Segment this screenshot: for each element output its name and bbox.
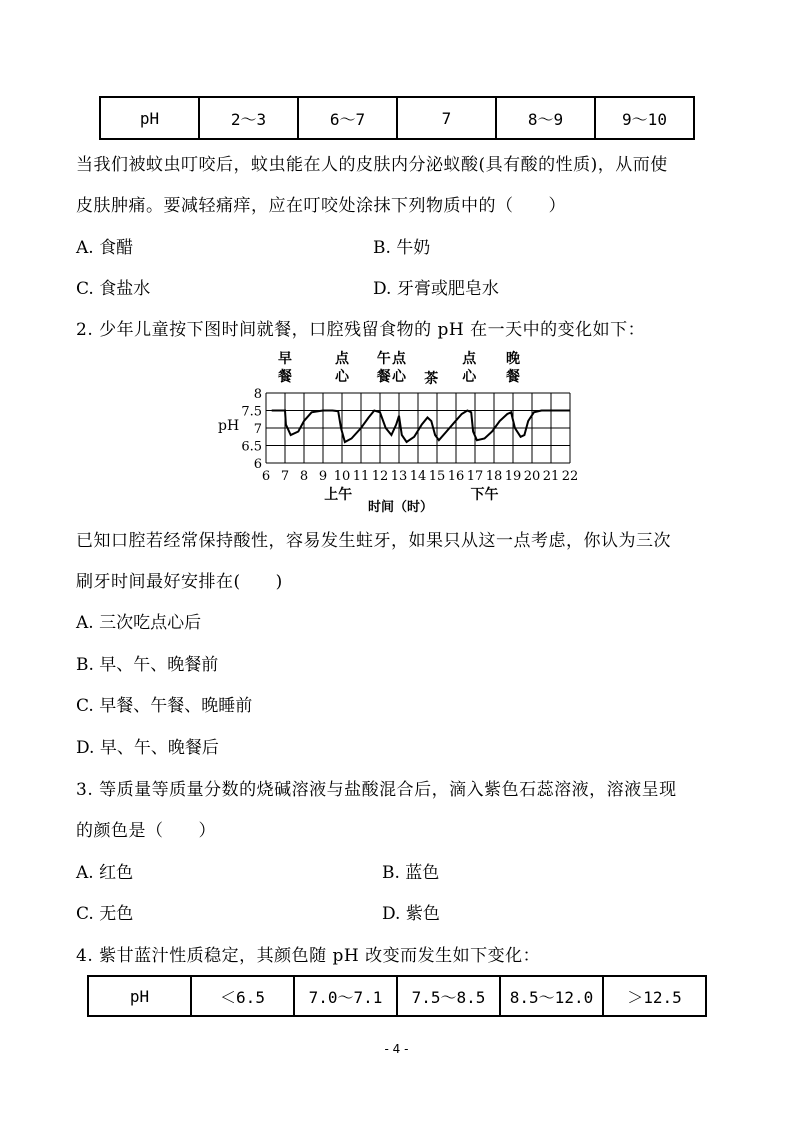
q2-text-line2: 刷牙时间最好安排在( ) <box>76 572 283 592</box>
x-tick-label: 7 <box>280 469 290 484</box>
x-axis-label: 时间（时） <box>368 500 434 515</box>
x-tick-label: 9 <box>318 469 328 484</box>
q3-text-line1: 3. 等质量等质量分数的烧碱溶液与盐酸混合后，滴入紫色石蕊溶液，溶液呈现 <box>76 780 677 800</box>
table-cell: pH <box>88 976 191 1016</box>
x-tick-label: 13 <box>390 469 408 484</box>
meal-label: 餐 <box>506 369 520 385</box>
q1-option-c: C. 食盐水 <box>76 279 151 299</box>
q2-option-c: C. 早餐、午餐、晚睡前 <box>76 696 253 716</box>
q1-text-line2: 皮肤肿痛。要减轻痛痒，应在叮咬处涂抹下列物质中的（ ） <box>76 196 566 216</box>
table-cell: 7.0～7.1 <box>294 976 397 1016</box>
meal-labels <box>277 350 520 387</box>
ph-table-2 <box>87 975 707 1017</box>
q1-option-d: D. 牙膏或肥皂水 <box>373 279 499 299</box>
period-label: 上午 <box>324 487 353 503</box>
q1-option-a: A. 食醋 <box>76 238 134 258</box>
table-cell: pH <box>100 97 199 139</box>
x-tick-label: 14 <box>409 469 427 484</box>
chart-grid <box>266 393 570 463</box>
meal-label: 心 <box>335 369 349 385</box>
q3-option-b: B. 蓝色 <box>382 863 440 883</box>
x-tick-label: 21 <box>542 469 560 484</box>
meal-label: 早 <box>278 351 292 367</box>
q2-intro: 2. 少年儿童按下图时间就餐，口腔残留食物的 pH 在一天中的变化如下： <box>76 320 646 340</box>
table-cell: 8.5～12.0 <box>500 976 603 1016</box>
meal-label: 点 <box>335 351 349 367</box>
q4-intro: 4. 紫甘蓝汁性质稳定，其颜色随 pH 改变而发生如下变化： <box>76 946 541 966</box>
ph-series-line <box>272 411 570 443</box>
meal-label: 晚 <box>506 351 520 367</box>
x-tick-label: 11 <box>352 469 370 484</box>
y-tick-labels <box>241 387 262 472</box>
x-tick-label: 12 <box>371 469 389 484</box>
x-tick-label: 10 <box>333 469 351 484</box>
q2-text-line1: 已知口腔若经常保持酸性，容易发生蛀牙，如果只从这一点考虑，你认为三次 <box>76 531 671 551</box>
x-tick-label: 20 <box>523 469 541 484</box>
ph-line-chart <box>210 348 590 518</box>
page-number: - 4 - <box>384 1042 409 1056</box>
x-tick-label: 15 <box>428 469 446 484</box>
table-cell: 2～3 <box>199 97 298 139</box>
meal-label: 餐 <box>376 369 391 385</box>
y-tick-label: 7 <box>253 422 262 437</box>
x-tick-label: 22 <box>561 469 579 484</box>
x-tick-label: 17 <box>466 469 484 484</box>
period-label: 下午 <box>470 487 499 503</box>
meal-label: 心 <box>462 369 477 385</box>
meal-label: 点 <box>392 351 406 367</box>
x-tick-label: 16 <box>447 469 465 484</box>
y-axis-label: pH <box>218 418 240 434</box>
x-tick-labels <box>262 469 578 484</box>
q2-option-b: B. 早、午、晚餐前 <box>76 655 219 675</box>
y-tick-label: 6.5 <box>241 439 262 455</box>
y-tick-label: 8 <box>253 387 262 402</box>
meal-label: 心 <box>392 369 406 385</box>
meal-label: 茶 <box>424 371 439 387</box>
meal-label: 点 <box>462 351 477 367</box>
x-tick-label: 8 <box>299 469 309 484</box>
q2-option-d: D. 早、午、晚餐后 <box>76 738 219 758</box>
table-cell: 7.5～8.5 <box>397 976 500 1016</box>
q3-option-d: D. 紫色 <box>382 904 440 924</box>
x-tick-label: 19 <box>504 469 522 484</box>
table-cell: 8～9 <box>496 97 595 139</box>
table-cell: 9～10 <box>595 97 694 139</box>
table-cell: ＜6.5 <box>191 976 294 1016</box>
ph-table-1 <box>99 96 695 140</box>
q3-option-a: A. 红色 <box>76 863 134 883</box>
x-tick-label: 6 <box>261 469 271 484</box>
q2-option-a: A. 三次吃点心后 <box>76 613 202 633</box>
meal-label: 午 <box>376 351 391 367</box>
y-tick-label: 7.5 <box>241 404 262 420</box>
q1-text-line1: 当我们被蚊虫叮咬后，蚊虫能在人的皮肤内分泌蚁酸(具有酸的性质)，从而使 <box>76 155 668 175</box>
table-cell: 7 <box>397 97 496 139</box>
q3-text-line2: 的颜色是（ ） <box>76 821 216 841</box>
table-cell: ＞12.5 <box>603 976 706 1016</box>
x-tick-label: 18 <box>485 469 503 484</box>
table-cell: 6～7 <box>298 97 397 139</box>
meal-label: 餐 <box>278 369 292 385</box>
q3-option-c: C. 无色 <box>76 904 134 924</box>
y-tick-label: 6 <box>253 457 262 472</box>
q1-option-b: B. 牛奶 <box>373 238 431 258</box>
